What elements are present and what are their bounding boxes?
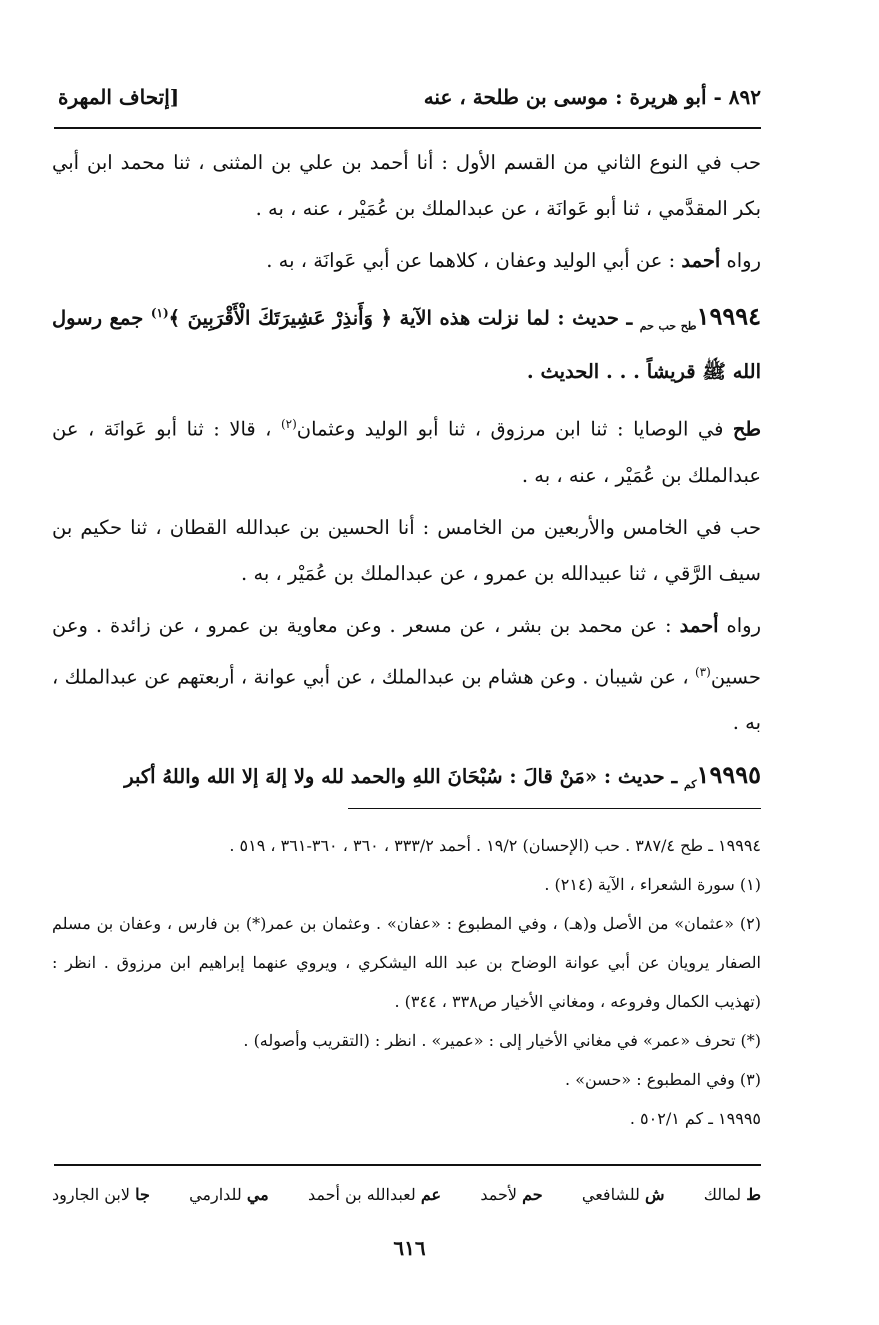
footnote-ref-3: (٣): [694, 664, 711, 679]
main-text: [52, 140, 761, 814]
abbr-item: ش للشافعي: [581, 1184, 665, 1204]
paragraph-ahmad-1: رواه أحمد : عن أبي الوليد وعفان ، كلاهما عن أبي عَوانَة ، به .: [266, 249, 761, 272]
page-number: ٦١٦: [393, 1236, 426, 1260]
hadith-source-codes: طح حب حم: [639, 319, 697, 333]
hadith-19995: $١٩٩٩٥_{كم}$ ـ حديث : «مَنْ قالَ : سُبْحَانَ اللهِ والحمد لله ولا إلهَ إلا الله واللهُ أكبر: [124, 760, 761, 792]
header-divider: [54, 127, 761, 129]
source-ahmad: أحمد: [681, 249, 721, 272]
abbr-item: حم لأحمد: [480, 1184, 543, 1204]
header-title: ٨٩٢ - أبو هريرة : موسى بن طلحة ، عنه: [423, 85, 761, 109]
footnote-item: (١) سورة الشعراء ، الآية (٢١٤) .: [544, 875, 761, 894]
header-book-name: [إتحاف المهرة: [58, 85, 180, 109]
paragraph-hibban-1: حب في النوع الثاني من القسم الأول : أنا أحمد بن علي بن المثنى ، ثنا محمد ابن أبي بكر المقدَّمي ، ثنا أبو عَوانَة ، عن عبدالملك بن عُمَيْر ، عنه ، به .: [52, 151, 761, 220]
abbreviations-key: [52, 1178, 761, 1210]
abbr-item: ط لمالك: [703, 1184, 761, 1204]
hadith-number: ١٩٩٩٥: [696, 760, 761, 790]
paragraph-ahmad-2: رواه أحمد : عن محمد بن بشر ، عن مسعر . وعن معاوية بن عمرو ، عن زائدة . وعن حسين$^{(٣)}$ ، عن شيبان . وعن هشام بن عبدالملك ، عن أبي عوانة ، أربعتهم عن عبدالملك ، به .: [52, 613, 762, 735]
footnote-item: ١٩٩٩٥ ـ كم ٥٠٢/١ .: [629, 1109, 761, 1128]
hadith-source-code: كم: [683, 778, 697, 792]
hadith-number: ١٩٩٩٤: [696, 301, 762, 331]
source-ahmad: أحمد: [679, 613, 719, 637]
footnote-item: ١٩٩٩٤ ـ طح ٣٨٧/٤ . حب (الإحسان) ١٩/٢ . أحمد ٣٣٣/٢ ، ٣٦٠ ، ٣٦٠-٣٦١ ، ٥١٩ .: [229, 836, 761, 855]
abbr-item: جا لابن الجارود: [52, 1184, 150, 1204]
abbreviations-divider: [54, 1164, 761, 1166]
hadith-19994: $١٩٩٩٤_{طح حب حم}$ ـ حديث : لما نزلت هذه الآية ﴿ وَأَنذِرْ عَشِيرَتَكَ الْأَقْرَبِينَ ﴾$^{(١)}$ جمع رسول الله ﷺ قريشاً . . . الحديث .: [52, 301, 762, 384]
footnotes: [52, 826, 761, 1138]
abbr-item: مي للدارمي: [189, 1184, 269, 1204]
footnote-item: (٣) وفي المطبوع : «حسن» .: [565, 1070, 761, 1089]
footnote-item: (٢) «عثمان» من الأصل و(هـ) ، وفي المطبوع : «عفان» . وعثمان بن عمر(*) بن فارس ، وعفان بن مسلم الصفار يرويان عن أبي عوانة الوضاح بن عبد الله اليشكري ، ويروي عنهما إبراهيم ابن مرزوق . انظر : (تهذيب الكمال وفروعه ، ومغاني الأخيار ص٣٣٨ ، ٣٤٤) .: [52, 914, 761, 1011]
abbr-item: عم لعبدالله بن أحمد: [307, 1184, 442, 1204]
source-tahawi: طح: [732, 417, 761, 441]
running-header: [58, 80, 761, 114]
paragraph-tahawi: طح في الوصايا : ثنا ابن مرزوق ، ثنا أبو الوليد وعثمان$^{(٢)}$ ، قالا : ثنا أبو عَوانَة ، عن عبدالملك بن عُمَيْر ، عنه ، به .: [52, 417, 761, 487]
paragraph-hibban-2: حب في الخامس والأربعين من الخامس : أنا الحسين بن عبدالله القطان ، ثنا حكيم بن سيف الرَّقي ، ثنا عبيدالله بن عمرو ، عن عبدالملك بن عُمَيْر ، به .: [52, 515, 761, 585]
footnote-ref-1: (١): [150, 306, 169, 320]
footnote-divider: [348, 808, 761, 809]
footnote-item: (*) تحرف «عمر» في مغاني الأخيار إلى : «عمير» . انظر : (التقريب وأصوله) .: [243, 1031, 761, 1050]
footnote-ref-2: (٢): [280, 417, 297, 432]
